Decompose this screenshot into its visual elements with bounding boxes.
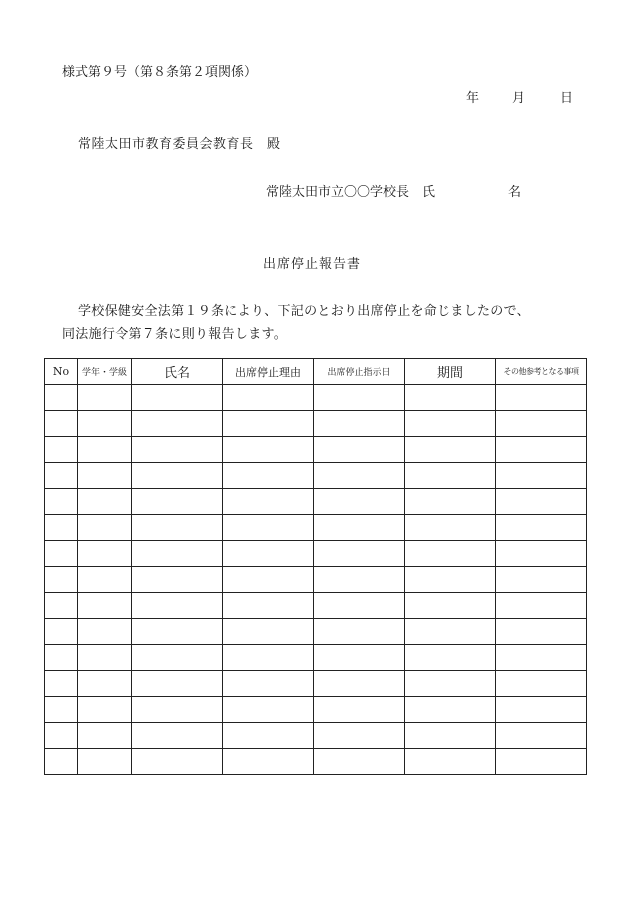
table-cell[interactable]: [132, 411, 223, 437]
table-cell[interactable]: [132, 723, 223, 749]
table-cell[interactable]: [314, 749, 405, 775]
table-cell[interactable]: [223, 515, 314, 541]
table-cell[interactable]: [132, 671, 223, 697]
table-cell[interactable]: [223, 645, 314, 671]
table-cell[interactable]: [45, 671, 78, 697]
table-cell[interactable]: [223, 723, 314, 749]
table-cell[interactable]: [78, 593, 132, 619]
date-day: 日: [560, 91, 574, 106]
table-cell[interactable]: [78, 437, 132, 463]
table-cell[interactable]: [45, 463, 78, 489]
table-cell[interactable]: [405, 541, 496, 567]
date-line: [466, 92, 573, 105]
table-cell[interactable]: [314, 515, 405, 541]
table-cell[interactable]: [405, 567, 496, 593]
table-cell[interactable]: [45, 515, 78, 541]
table-cell[interactable]: [132, 697, 223, 723]
body-line-1: 学校保健安全法第１９条により、下記のとおり出席停止を命じましたので、: [78, 304, 530, 319]
table-cell[interactable]: [78, 515, 132, 541]
table-row: [45, 411, 587, 437]
table-row: [45, 749, 587, 775]
table-cell[interactable]: [314, 463, 405, 489]
header-no: No: [45, 359, 78, 385]
table-row: [45, 697, 587, 723]
table-cell[interactable]: [496, 723, 587, 749]
table-cell[interactable]: [314, 619, 405, 645]
table-cell[interactable]: [78, 411, 132, 437]
table-cell[interactable]: [223, 489, 314, 515]
table-cell[interactable]: [45, 645, 78, 671]
table-cell[interactable]: [223, 411, 314, 437]
table-row: [45, 541, 587, 567]
table-cell[interactable]: [78, 567, 132, 593]
table-cell[interactable]: [223, 437, 314, 463]
table-cell[interactable]: [314, 541, 405, 567]
table-cell[interactable]: [45, 593, 78, 619]
table-cell[interactable]: [314, 385, 405, 411]
table-cell[interactable]: [405, 671, 496, 697]
table-row: [45, 385, 587, 411]
table-cell[interactable]: [223, 541, 314, 567]
table-cell[interactable]: [405, 723, 496, 749]
form-number: 様式第９号（第８条第２項関係）: [62, 65, 258, 80]
table-cell[interactable]: [78, 489, 132, 515]
table-cell[interactable]: [496, 645, 587, 671]
table-cell[interactable]: [496, 385, 587, 411]
table-cell[interactable]: [223, 463, 314, 489]
table-row: [45, 619, 587, 645]
table-row: [45, 437, 587, 463]
table-cell[interactable]: [132, 541, 223, 567]
table-cell[interactable]: [405, 385, 496, 411]
header-grade-class: 学年・学級: [78, 359, 132, 385]
table-cell[interactable]: [78, 385, 132, 411]
table-cell[interactable]: [132, 593, 223, 619]
date-month: 月: [512, 91, 526, 106]
table-cell[interactable]: [132, 567, 223, 593]
table-cell[interactable]: [132, 463, 223, 489]
document-title: 出席停止報告書: [263, 257, 362, 272]
table-row: [45, 489, 587, 515]
header-reason: 出席停止理由: [223, 359, 314, 385]
table-cell[interactable]: [405, 749, 496, 775]
table-row: [45, 593, 587, 619]
table-cell[interactable]: [132, 645, 223, 671]
table-cell[interactable]: [78, 463, 132, 489]
table-row: [45, 515, 587, 541]
table-cell[interactable]: [405, 411, 496, 437]
table-cell[interactable]: [405, 619, 496, 645]
table-cell[interactable]: [78, 645, 132, 671]
table-cell[interactable]: [405, 515, 496, 541]
table-cell[interactable]: [496, 749, 587, 775]
table-cell[interactable]: [78, 749, 132, 775]
body-line-2: 同法施行令第７条に則り報告します。: [62, 327, 288, 342]
table-cell[interactable]: [405, 697, 496, 723]
date-year: 年: [466, 91, 480, 106]
sender-line: [266, 186, 521, 199]
table-cell[interactable]: [78, 723, 132, 749]
table-row: [45, 645, 587, 671]
table-cell[interactable]: [45, 437, 78, 463]
table-cell[interactable]: [496, 697, 587, 723]
table-cell[interactable]: [78, 541, 132, 567]
table-cell[interactable]: [45, 749, 78, 775]
report-table: [44, 358, 587, 775]
table-cell[interactable]: [132, 437, 223, 463]
table-cell[interactable]: [496, 541, 587, 567]
table-cell[interactable]: [223, 385, 314, 411]
table-cell[interactable]: [45, 385, 78, 411]
table-cell[interactable]: [45, 723, 78, 749]
table-row: [45, 671, 587, 697]
table-cell[interactable]: [496, 489, 587, 515]
header-remarks: その他参考となる事項: [496, 359, 587, 385]
table-cell[interactable]: [496, 515, 587, 541]
table-cell[interactable]: [405, 645, 496, 671]
table-cell[interactable]: [132, 489, 223, 515]
table-cell[interactable]: [405, 437, 496, 463]
table-cell[interactable]: [132, 749, 223, 775]
table-cell[interactable]: [314, 437, 405, 463]
table-cell[interactable]: [314, 489, 405, 515]
table-cell[interactable]: [496, 593, 587, 619]
header-period: 期間: [405, 359, 496, 385]
table-cell[interactable]: [314, 411, 405, 437]
header-name: 氏名: [132, 359, 223, 385]
table-cell[interactable]: [223, 749, 314, 775]
table-cell[interactable]: [223, 593, 314, 619]
table-cell[interactable]: [78, 671, 132, 697]
table-cell[interactable]: [496, 463, 587, 489]
table-cell[interactable]: [314, 723, 405, 749]
table-cell[interactable]: [496, 671, 587, 697]
addressee: 常陸太田市教育委員会教育長 殿: [78, 137, 281, 152]
sender-name-label: 名: [508, 185, 522, 200]
table-cell[interactable]: [78, 619, 132, 645]
table-cell[interactable]: [45, 541, 78, 567]
table-cell[interactable]: [223, 619, 314, 645]
table-cell[interactable]: [45, 489, 78, 515]
table-cell[interactable]: [314, 567, 405, 593]
table-cell[interactable]: [405, 593, 496, 619]
header-instruction-date: 出席停止指示日: [314, 359, 405, 385]
table-row: [45, 723, 587, 749]
table-cell[interactable]: [405, 489, 496, 515]
table-row: [45, 463, 587, 489]
table-cell[interactable]: [496, 411, 587, 437]
table-body: [45, 385, 587, 775]
table-cell[interactable]: [314, 697, 405, 723]
table-cell[interactable]: [314, 593, 405, 619]
table-cell[interactable]: [496, 619, 587, 645]
table-header-row: [45, 359, 587, 385]
table-cell[interactable]: [496, 437, 587, 463]
table-cell[interactable]: [132, 515, 223, 541]
table-cell[interactable]: [45, 697, 78, 723]
table-cell[interactable]: [223, 697, 314, 723]
table-row: [45, 567, 587, 593]
table-cell[interactable]: [78, 697, 132, 723]
table-cell[interactable]: [496, 567, 587, 593]
table-cell[interactable]: [45, 567, 78, 593]
table-cell[interactable]: [132, 385, 223, 411]
table-cell[interactable]: [314, 645, 405, 671]
sender-principal: 常陸太田市立〇〇学校長 氏: [266, 185, 436, 200]
table-cell[interactable]: [132, 619, 223, 645]
table-cell[interactable]: [405, 463, 496, 489]
table-cell[interactable]: [314, 671, 405, 697]
table-cell[interactable]: [223, 567, 314, 593]
table-cell[interactable]: [45, 619, 78, 645]
table-cell[interactable]: [223, 671, 314, 697]
table-cell[interactable]: [45, 411, 78, 437]
